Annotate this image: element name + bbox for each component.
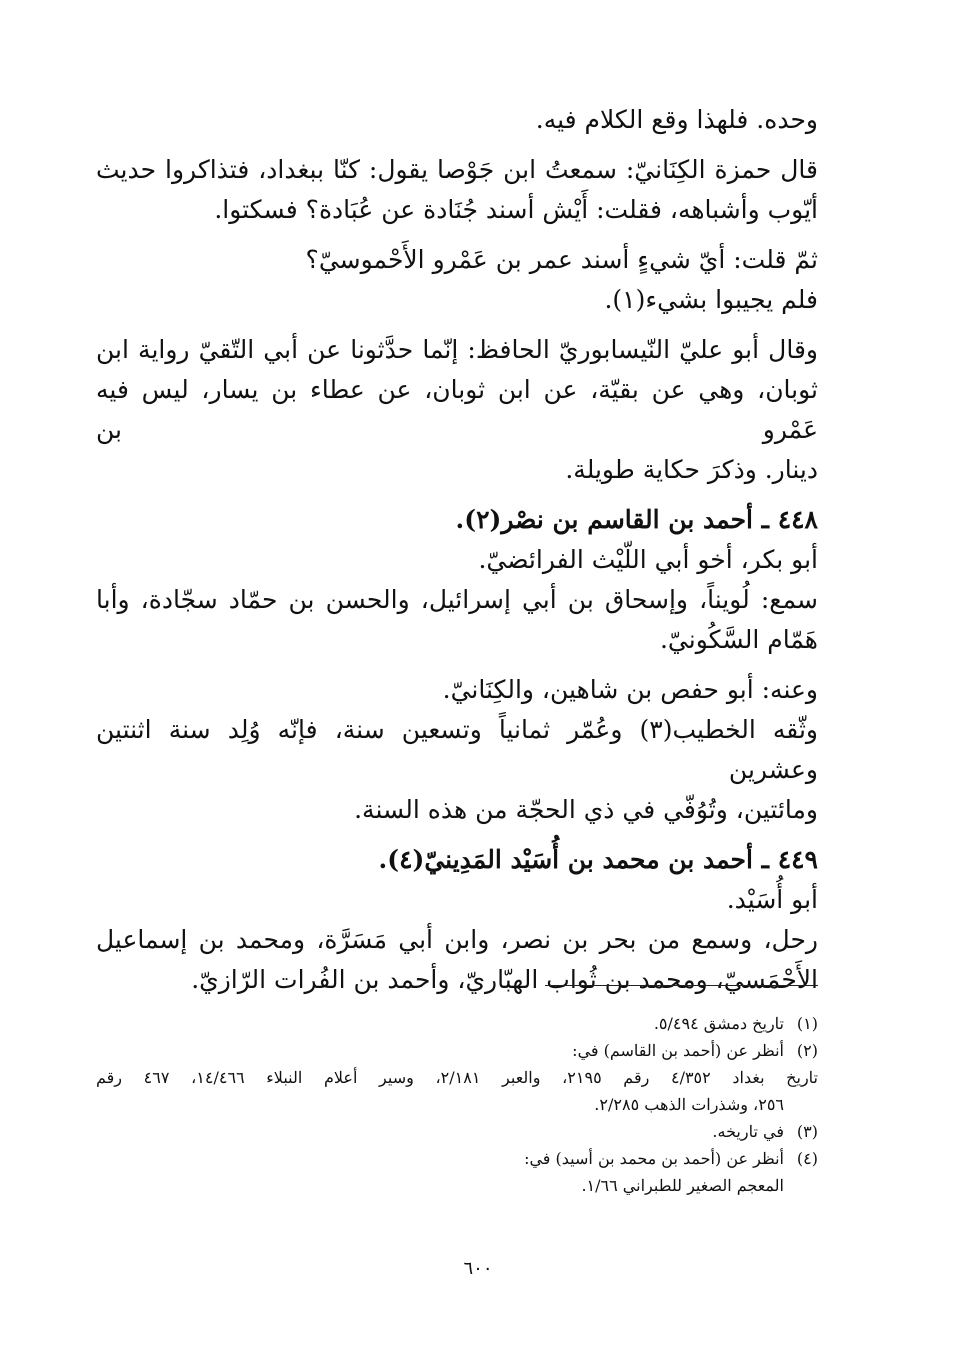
footnote-text: أنظر عن (أحمد بن محمد بن أسيد) في: [524, 1149, 784, 1168]
text-line: الأَحْمَسيّ، ومحمد بن ثُواب الهبّاريّ، وأحمد بن الفُرات الرّازيّ. [191, 965, 818, 994]
text-line: ثمّ قلت: أيّ شيءٍ أسند عمر بن عَمْرو الأَحْموسيّ؟ [305, 245, 818, 274]
text-line: وقال أبو عليّ النّيسابوريّ الحافظ: إنّما حدَّثونا عن أبي التّقيّ رواية ابن [96, 335, 818, 364]
text-line: هَمّام السَّكُونيّ. [659, 625, 818, 654]
text-line: وعنه: أبو حفص بن شاهين، والكِنَانيّ. [442, 675, 818, 704]
footnote-2 [96, 1037, 818, 1064]
text-line: قال حمزة الكِنَانيّ: سمعتُ ابن جَوْصا يقول: كنّا ببغداد، فتذاكروا حديث [96, 155, 818, 184]
text-line: فلم يجيبوا بشيء(١). [604, 285, 818, 314]
text-line: أيّوب وأشباهه، فقلت: أَيْش أسند جُنَادة عن عُبَادة؟ فسكتوا. [214, 195, 818, 224]
text-line: رحل، وسمع من بحر بن نصر، وابن أبي مَسَرَّة، ومحمد بن إسماعيل [96, 925, 818, 954]
footnote-continuation: المعجم الصغير للطبراني ١/٦٦. [581, 1176, 784, 1195]
paragraph [96, 330, 818, 490]
entry-heading: ٤٤٨ ـ أحمد بن القاسم بن نصْر(٢). [455, 505, 818, 534]
paragraph [96, 150, 818, 230]
footnote-text: في تاريخه. [712, 1122, 784, 1141]
footnote-number: (٤) [796, 1149, 818, 1168]
footnote-continuation: تاريخ بغداد ٤/٣٥٢ رقم ٢١٩٥، والعبر ٢/١٨١، وسير أعلام النبلاء ١٤/٤٦٦، ٤٦٧ رقم [96, 1068, 818, 1087]
paragraph [96, 240, 818, 320]
footnote-1 [96, 1010, 818, 1037]
paragraph [96, 100, 818, 140]
entry-heading: ٤٤٩ ـ أحمد بن محمد بن أُسَيْد المَدِينيّ(٤). [378, 845, 818, 874]
text-line: سمع: لُويناً، وإسحاق بن أبي إسرائيل، والحسن بن حمّاد سجّادة، وأبا [96, 585, 818, 614]
footnote-3 [96, 1118, 818, 1145]
page-number: ٦٠٠ [463, 1258, 493, 1279]
text-line: دينار. وذكرَ حكاية طويلة. [565, 455, 818, 484]
footnote-number: (١) [796, 1014, 818, 1033]
entry-449 [96, 840, 818, 1000]
footnote-text: تاريخ دمشق ٥/٤٩٤. [653, 1014, 784, 1033]
main-text [96, 100, 818, 1010]
text-line: وحده. فلهذا وقع الكلام فيه. [535, 105, 818, 134]
footnote-number: (٢) [796, 1041, 818, 1060]
paragraph [96, 670, 818, 830]
entry-448 [96, 500, 818, 660]
footnote-separator [545, 985, 818, 986]
footnote-number: (٣) [796, 1122, 818, 1141]
text-line: أبو أُسَيْد. [726, 885, 818, 914]
footnotes [96, 1010, 818, 1199]
text-line: وثّقه الخطيب(٣) وعُمّر ثمانياً وتسعين سنة، فإنّه وُلِد سنة اثنتين وعشرين [96, 715, 818, 784]
text-line: ثوبان، وهي عن بقيّة، عن ابن ثوبان، عن عطاء بن يسار، ليس فيه عَمْرو بن [96, 375, 818, 444]
footnote-text: أنظر عن (أحمد بن القاسم) في: [572, 1041, 784, 1060]
footnote-4 [96, 1145, 818, 1172]
text-line: ومائتين، وتُوُفّي في ذي الحجّة من هذه السنة. [354, 795, 818, 824]
text-line: أبو بكر، أخو أبي اللّيْث الفرائضيّ. [478, 545, 818, 574]
footnote-continuation: ٢٥٦، وشذرات الذهب ٢/٢٨٥. [594, 1095, 784, 1114]
